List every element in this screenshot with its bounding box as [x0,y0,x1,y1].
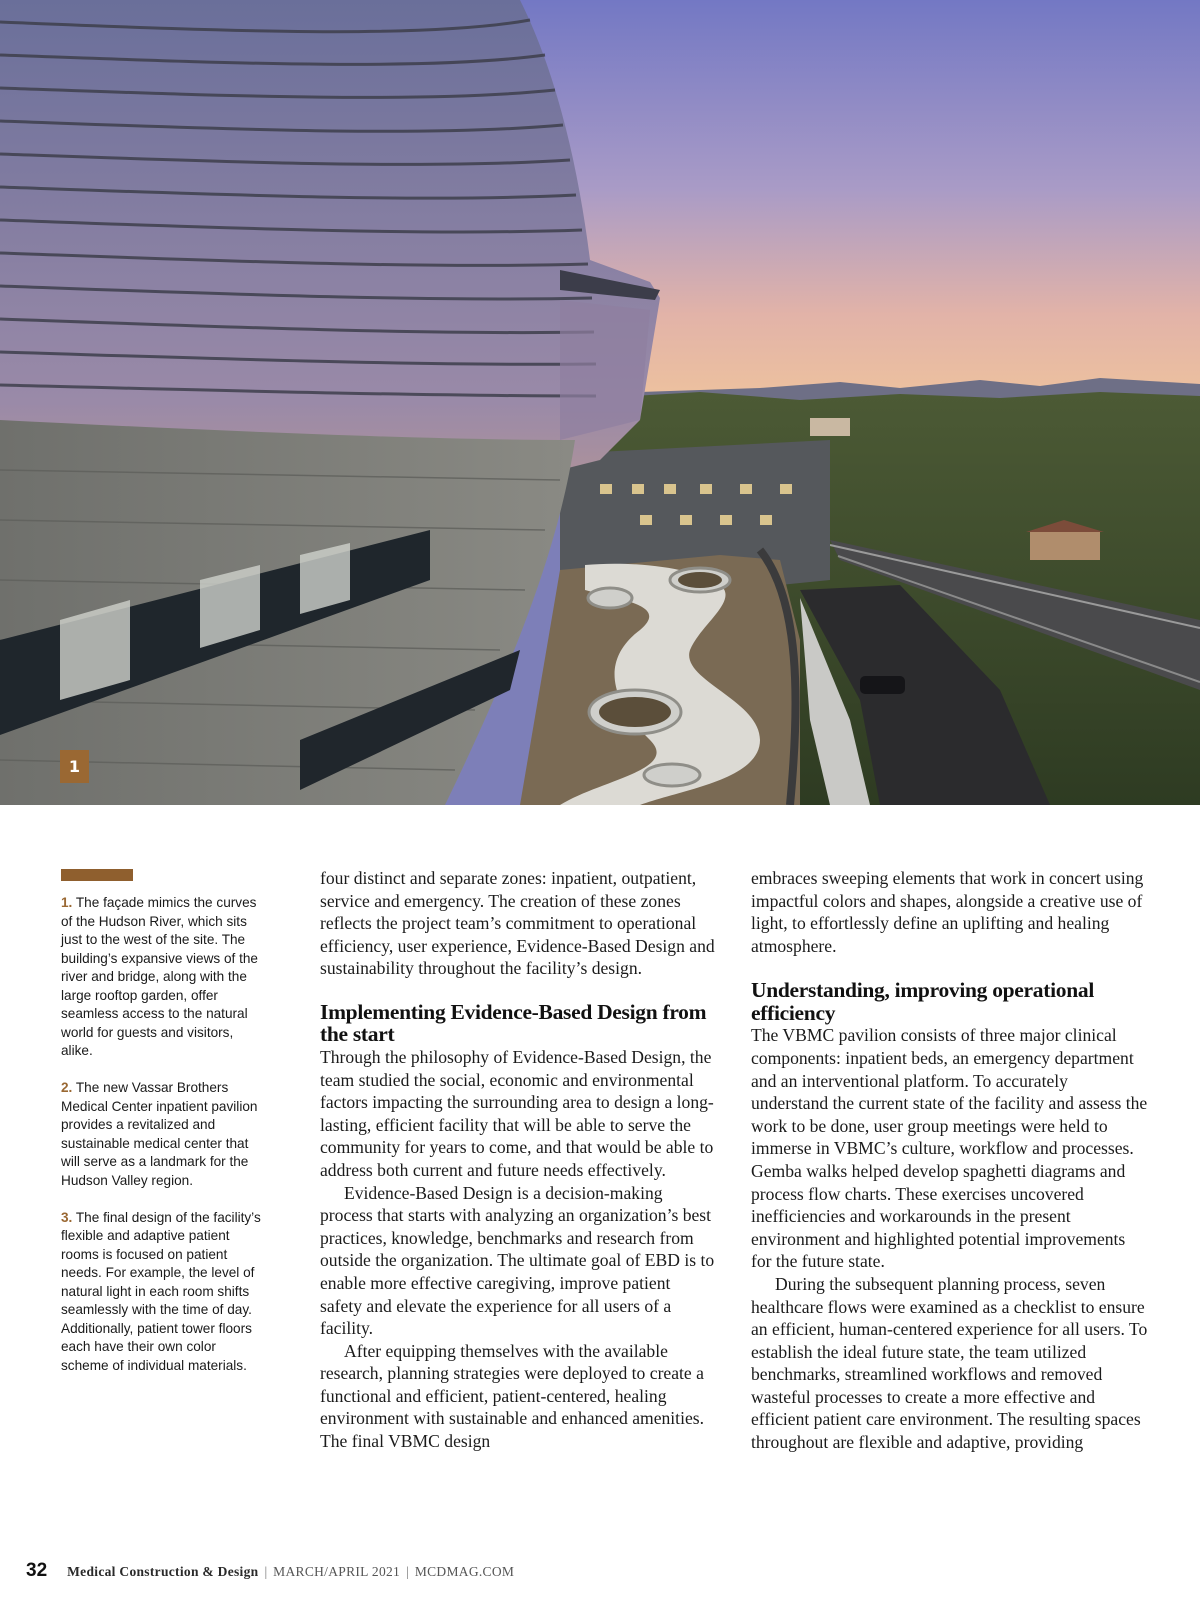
website-link[interactable]: MCDMAG.COM [414,1564,515,1579]
paragraph: After equipping themselves with the available research, planning strategies were deployed to create a functional and efficient, patient-centered, healing environment with sustainable and enhanced amenities. The final VBMC design [320,1340,705,1452]
article-column-2 [751,867,1148,1454]
paragraph: During the subsequent planning process, seven healthcare flows were examined as a checklist to ensure an efficient, human-centered experience for all users. To establish the ideal future state, the team utilized benchmarks, streamlined workflows and removed wasteful processes to create a more effective and efficient patient care environment. The resulting spaces throughout are flexible and adaptive, providing [751,1273,1148,1453]
caption-text: The new Vassar Brothers Medical Center inpatient pavilion provides a revitalized and sustainable medical center that will serve as a landmark for the Hudson Valley region. [61,1080,258,1188]
paragraph: Evidence-Based Design is a decision-making process that starts with analyzing an organization’s best practices, knowledge, benchmarks and research from outside the organization. The ultimate goal of EBD is to enable more effective caregiving, improve patient safety and elevate the experience for all users of a facility. [320,1182,715,1339]
page-number: 32 [26,1560,48,1581]
captions-column [61,894,261,1394]
caption-number: 1. [61,895,73,910]
issue-date: MARCH/APRIL 2021 [273,1564,401,1579]
article-column-1 [320,867,715,1453]
caption-text: The façade mimics the curves of the Hudson River, which sits just to the west of the site. The building’s expansive views of the river and bridge, along with the large rooftop garden, offer seamless access to the natural world for guests and visitors, alike. [61,895,258,1058]
section-heading-efficiency: Understanding, improving operational efficiency [751,978,1095,1025]
caption-3 [61,1209,261,1376]
paragraph: The VBMC pavilion consists of three major clinical components: inpatient beds, an emergency department and an interventional platform. To accurately understand the current state of the facility and assess the work to be done, user group meetings were held to immerse in VBMC’s culture, workflow and processes. Gemba walks helped develop spaghetti diagrams and process flow charts. These exercises uncovered inefficiencies and workarounds in the present environment and highlighted potential improvements for the future state. [751,1025,1148,1272]
caption-accent-rule [61,869,133,881]
page-footer [26,1560,514,1582]
caption-1 [61,894,261,1061]
caption-number: 2. [61,1080,73,1095]
figure-number-badge: 1 [60,750,89,783]
caption-2 [61,1079,261,1190]
section-heading-ebd: Implementing Evidence-Based Design from the start [320,999,707,1047]
footer-separator: | [264,1564,268,1579]
paragraph-continued: four distinct and separate zones: inpatient, outpatient, service and emergency. The creation of these zones reflects the project team’s commitment to operational efficiency, user experience, Evidence-Based Design and sustainability throughout the facility’s design. [320,868,715,979]
paragraph-continued: embraces sweeping elements that work in concert using impactful colors and shapes, alongside a creative use of light, to effortlessly define an uplifting and healing atmosphere. [751,868,1144,956]
caption-number: 3. [61,1209,73,1225]
paragraph: Through the philosophy of Evidence-Based Design, the team studied the social, economic and environmental factors impacting the surrounding area to design a long-lasting, efficient facility that will be able to serve the community for years to come, and that would be able to address both current and future needs effectively. [320,1046,714,1180]
footer-separator: | [406,1564,409,1579]
publication-name: Medical Construction & Design [67,1564,259,1579]
caption-text: The final design of the facility’s flexible and adaptive patient rooms is focused on patient needs. For example, the level of natural light in each room shifts seamlessly with the time of day. Additionally, patient tower floors each have their own color scheme of individual materials. [61,1209,261,1373]
